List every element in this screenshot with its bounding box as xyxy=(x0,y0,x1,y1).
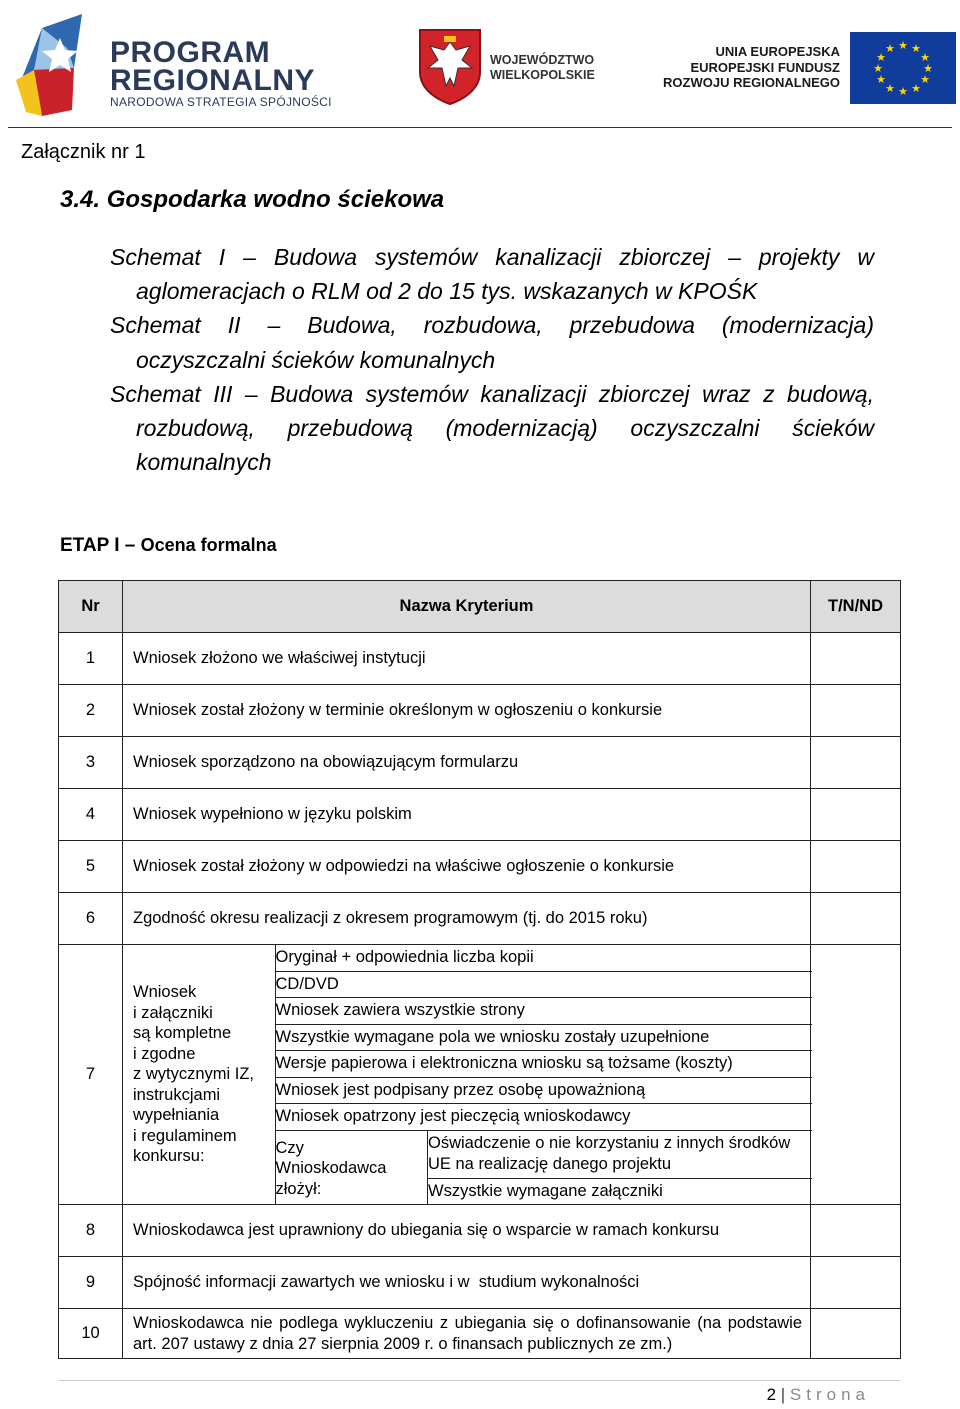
svg-text:★: ★ xyxy=(885,42,895,55)
wielkopolska-coat-of-arms xyxy=(418,28,482,111)
etap-label: ETAP I xyxy=(60,535,120,556)
row-tnd-cell[interactable] xyxy=(811,893,901,945)
row-nr: 7 xyxy=(59,945,123,1205)
row-nr: 3 xyxy=(59,737,123,789)
header-tnd: T/N/ND xyxy=(811,581,901,633)
etap-title: Ocena formalna xyxy=(140,535,277,555)
svg-text:★: ★ xyxy=(911,82,921,95)
footer-separator: | xyxy=(776,1385,790,1404)
row-nr: 6 xyxy=(59,893,123,945)
table-row xyxy=(59,685,901,737)
row-tnd-cell[interactable] xyxy=(811,1205,901,1257)
row-tnd-cell[interactable] xyxy=(811,633,901,685)
scheme-1: Schemat I – Budowa systemów kanalizacji zbiorczej – projekty w aglomeracjach o RLM od 2 do 15 tys. wskazanych w KPOŚK xyxy=(110,244,874,305)
row7-item: Wniosek jest podpisany przez osobę upoważnioną xyxy=(276,1077,812,1104)
czy-line: Wnioskodawca xyxy=(275,1159,387,1177)
row-tnd-cell[interactable] xyxy=(811,685,901,737)
row7-label xyxy=(123,945,275,1204)
svg-text:★: ★ xyxy=(876,73,886,86)
row7-label-line: są kompletne xyxy=(133,1024,232,1043)
row7-item: Wniosek zawiera wszystkie strony xyxy=(276,998,812,1025)
wielkopolska-label xyxy=(490,53,595,83)
row7-label-line: i zgodne xyxy=(133,1044,196,1063)
page-header xyxy=(0,0,960,130)
svg-text:★: ★ xyxy=(923,62,933,75)
wlkp-line2: WIELKOPOLSKIE xyxy=(490,68,595,82)
row7-czy-item: Wszystkie wymagane załączniki xyxy=(428,1178,812,1204)
row-criterion: Wniosek został złożony w terminie określonym w ogłoszeniu o konkursie xyxy=(123,685,811,737)
table-row xyxy=(59,1257,901,1309)
row7-item: Wszystkie wymagane pola we wniosku zostały uzupełnione xyxy=(276,1024,812,1051)
header-divider xyxy=(8,127,952,128)
row7-item: CD/DVD xyxy=(276,971,812,998)
row-nr: 10 xyxy=(59,1309,123,1359)
footer-divider xyxy=(58,1380,900,1381)
program-subtitle: NARODOWA STRATEGIA SPÓJNOŚCI xyxy=(110,95,332,109)
etap-dash: – xyxy=(124,535,136,556)
row-criterion: Wnioskodawca jest uprawniony do ubiegania się o wsparcie w ramach konkursu xyxy=(123,1205,811,1257)
row7-czy-item: Oświadczenie o nie korzystaniu z innych środków UE na realizację danego projektu xyxy=(428,1130,812,1178)
row7-label-line: Wniosek xyxy=(133,983,197,1002)
program-title-line1: PROGRAM xyxy=(110,36,271,69)
row-tnd-cell[interactable] xyxy=(811,737,901,789)
row-criterion: Wniosek złożono we właściwej instytucji xyxy=(123,633,811,685)
row-nr: 2 xyxy=(59,685,123,737)
svg-text:★: ★ xyxy=(920,51,930,64)
row7-item: Wniosek opatrzony jest pieczęcią wnioskodawcy xyxy=(276,1104,812,1131)
eu-flag-icon xyxy=(850,32,956,109)
table-row xyxy=(59,737,901,789)
row7-label-line: wypełniania xyxy=(133,1106,220,1125)
table-row xyxy=(59,1205,901,1257)
row-criterion: Zgodność okresu realizacji z okresem programowym (tj. do 2015 roku) xyxy=(123,893,811,945)
row7-label-line: i załączniki xyxy=(133,1003,213,1022)
table-row xyxy=(59,893,901,945)
attachment-label: Załącznik nr 1 xyxy=(21,141,146,163)
ue-line1: UNIA EUROPEJSKA xyxy=(715,44,840,59)
row-tnd-cell[interactable] xyxy=(811,945,901,1205)
row-criterion: Wniosek został złożony w odpowiedzi na właściwe ogłoszenie o konkursie xyxy=(123,841,811,893)
svg-text:★: ★ xyxy=(920,73,930,86)
row7-content xyxy=(123,945,811,1205)
row7-items xyxy=(275,945,811,1204)
row7-label-line: i regulaminem xyxy=(133,1126,237,1145)
wlkp-line1: WOJEWÓDZTWO xyxy=(490,53,595,67)
row-criterion: Wniosek sporządzono na obowiązującym formularzu xyxy=(123,737,811,789)
row-tnd-cell[interactable] xyxy=(811,789,901,841)
program-title-line2: REGIONALNY xyxy=(110,64,316,97)
row-nr: 9 xyxy=(59,1257,123,1309)
table-header-row xyxy=(59,581,901,633)
table-row xyxy=(59,841,901,893)
row7-label-line: z wytycznymi IZ, xyxy=(133,1065,255,1084)
scheme-2: Schemat II – Budowa, rozbudowa, przebudowa (modernizacja) oczyszczalni ścieków komunalnych xyxy=(110,312,874,373)
table-row-7 xyxy=(59,945,901,1205)
svg-text:★: ★ xyxy=(898,85,908,98)
ue-line3: ROZWOJU REGIONALNEGO xyxy=(663,75,840,90)
row7-label-line: instrukcjami xyxy=(133,1085,221,1104)
scheme-list xyxy=(110,240,874,479)
page-number: 2 xyxy=(766,1385,777,1404)
scheme-3: Schemat III – Budowa systemów kanalizacji zbiorczej wraz z budową, rozbudową, przebudową (modernizacją) oczyszczalni ścieków komunalnych xyxy=(110,380,874,476)
svg-text:★: ★ xyxy=(873,62,883,75)
section-title: 3.4. Gospodarka wodno ściekowa xyxy=(60,186,445,213)
row-tnd-cell[interactable] xyxy=(811,1309,901,1359)
row-criterion: Wniosek wypełniono w języku polskim xyxy=(123,789,811,841)
criteria-table xyxy=(58,580,901,1359)
row-criterion: Spójność informacji zawartych we wniosku i w studium wykonalności xyxy=(123,1257,811,1309)
row7-item: Wersje papierowa i elektroniczna wniosku są tożsame (koszty) xyxy=(276,1051,812,1078)
row-criterion: Wnioskodawca nie podlega wykluczeniu z ubiegania się o dofinansowanie (na podstawie art. 207 ustawy z dnia 27 sierpnia 2009 r. o finansach publicznych ze zm.) xyxy=(123,1309,811,1359)
row7-item: Oryginał + odpowiednia liczba kopii xyxy=(276,945,812,971)
table-row xyxy=(59,633,901,685)
czy-line: złożył: xyxy=(275,1179,322,1198)
header-name: Nazwa Kryterium xyxy=(123,581,811,633)
etap-heading xyxy=(60,535,277,557)
row-tnd-cell[interactable] xyxy=(811,1257,901,1309)
footer-label: Strona xyxy=(789,1385,870,1404)
row7-czy-label xyxy=(276,1130,428,1204)
row7-label-line: konkursu: xyxy=(133,1147,205,1166)
eu-fund-label xyxy=(663,44,840,91)
header-nr: Nr xyxy=(59,581,123,633)
svg-text:★: ★ xyxy=(885,82,895,95)
ue-line2: EUROPEJSKI FUNDUSZ xyxy=(690,59,840,75)
row-nr: 4 xyxy=(59,789,123,841)
czy-line: Czy xyxy=(275,1138,304,1157)
svg-text:★: ★ xyxy=(911,42,921,55)
row-nr: 5 xyxy=(59,841,123,893)
row-tnd-cell[interactable] xyxy=(811,841,901,893)
row-nr: 8 xyxy=(59,1205,123,1257)
row-nr: 1 xyxy=(59,633,123,685)
page-footer xyxy=(767,1385,870,1405)
svg-text:★: ★ xyxy=(898,39,908,52)
table-row xyxy=(59,1309,901,1359)
svg-text:★: ★ xyxy=(876,51,886,64)
program-regionalny-logo xyxy=(12,8,104,123)
table-row xyxy=(59,789,901,841)
